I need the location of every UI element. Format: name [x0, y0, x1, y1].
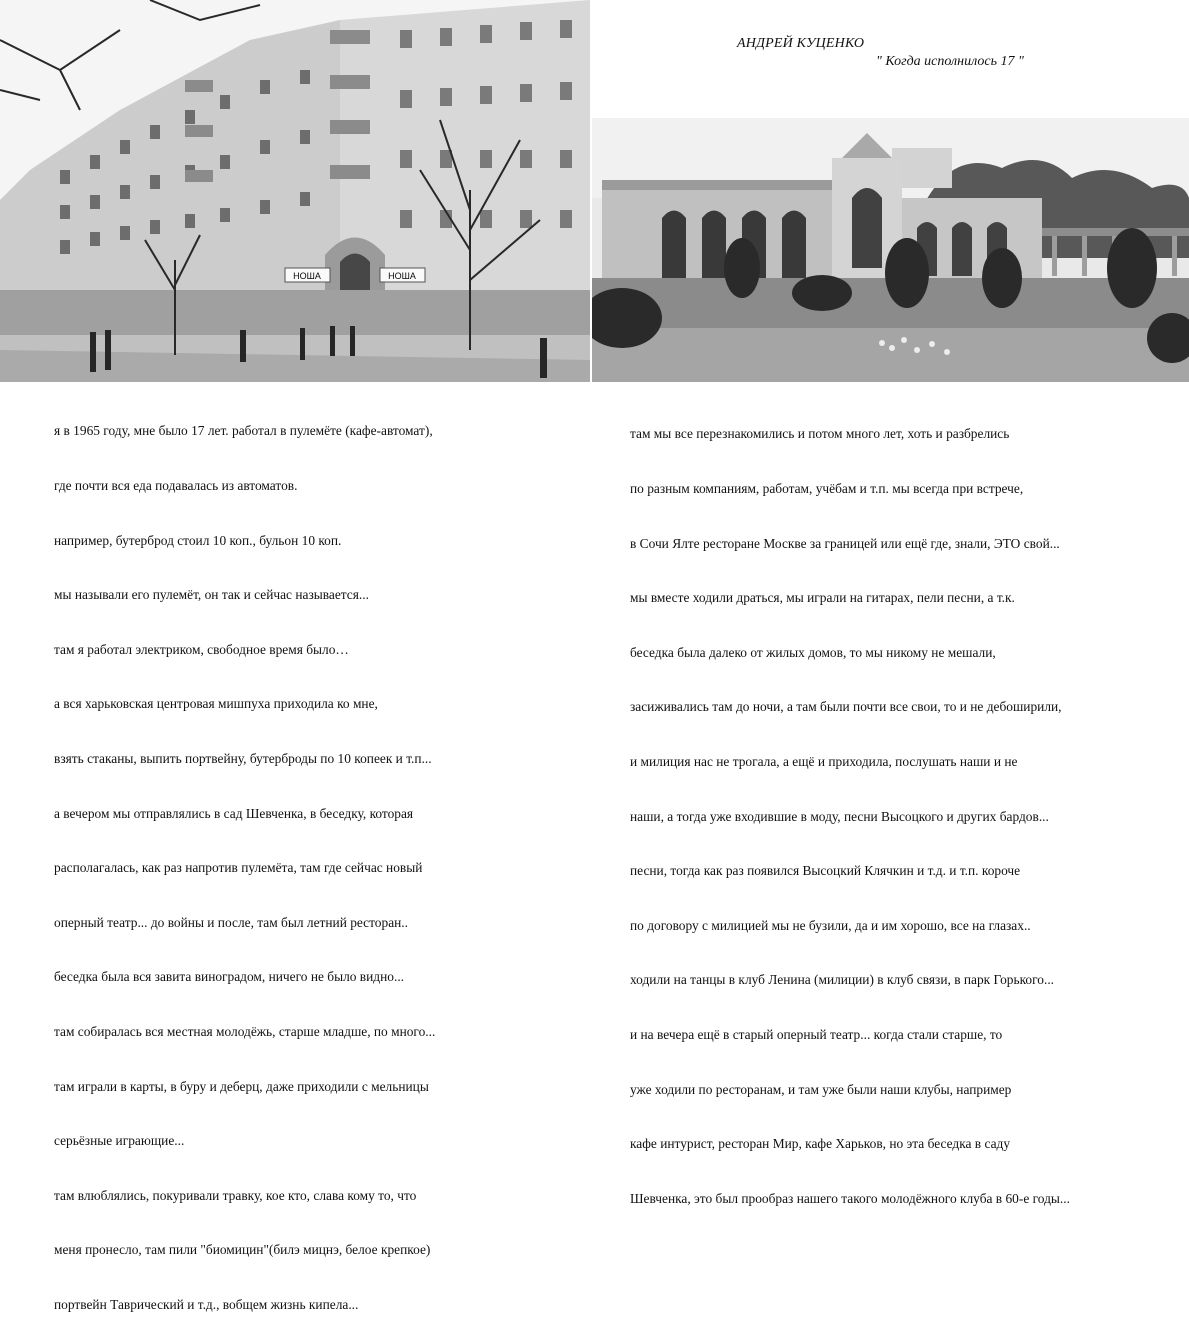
- text-line: где почти вся еда подавалась из автоматов.: [54, 478, 298, 493]
- store-sign-right: НОША: [388, 271, 416, 281]
- text-line: беседка была далеко от жилых домов, то мы никому не мешали,: [630, 644, 996, 660]
- text-line: беседка была вся завита виноградом, ничего не было видно...: [54, 969, 405, 985]
- text-line: там влюблялись, покуривали травку, кое кто, слава кому то, что: [54, 1187, 417, 1203]
- text-line: засиживались там до ночи, а там были почти все свои, то и не дебоширили,: [630, 699, 1062, 715]
- text-line: ходили на танцы в клуб Ленина (милиции) в клуб связи, в парк Горького...: [630, 972, 1055, 988]
- text-line: серьёзные играющие...: [54, 1133, 185, 1149]
- street-building-photo: [0, 0, 590, 382]
- park-pavilion-image: [592, 118, 1189, 382]
- store-sign-left: НОША: [293, 271, 321, 281]
- text-line: там мы все перезнакомились и потом много лет, хоть и разбрелись: [630, 426, 1010, 442]
- text-line: Шевченка, это был прообраз нашего такого молодёжного клуба в 60-е годы...: [630, 1190, 1070, 1206]
- text-line: наши, а тогда уже входившие в моду, песни Высоцкого и других бардов...: [630, 808, 1049, 824]
- text-line: например, бутерброд стоил 10 коп., бульон 10 коп.: [54, 532, 342, 548]
- right-text-column: [630, 389, 1070, 1226]
- text-line: я в 1965 году, мне было 17 лет. работал в пулемёте (кафе-автомат),: [54, 423, 433, 439]
- text-line: оперный театр... до войны и после, там был летний ресторан..: [54, 914, 408, 930]
- text-line: и милиция нас не трогала, а ещё и приходила, послушать наши и не: [630, 753, 1018, 769]
- text-line: песни, тогда как раз появился Высоцкий Клячкин и т.д. и т.п. короче: [630, 863, 1021, 879]
- text-line: там я работал электриком, свободное время было…: [54, 641, 349, 657]
- text-line: взять стаканы, выпить портвейну, бутерброды по 10 копеек и т.п...: [54, 750, 432, 766]
- text-line: по разным компаниям, работам, учёбам и т.п. мы всегда при встрече,: [630, 481, 1024, 496]
- author-name: АНДРЕЙ КУЦЕНКО: [737, 36, 865, 51]
- story-title: " Когда исполнилось 17 ": [876, 54, 1024, 69]
- text-line: мы вместе ходили драться, мы играли на гитарах, пели песни, а т.к.: [630, 590, 1015, 606]
- text-line: а вечером мы отправлялись в сад Шевченка, в беседку, которая: [54, 805, 414, 821]
- text-line: по договору с милицией мы не бузили, да и им хорошо, все на глазах..: [630, 917, 1031, 933]
- text-line: располагалась, как раз напротив пулемёта, там где сейчас новый: [54, 860, 423, 876]
- left-text-column: [54, 386, 435, 1332]
- park-pavilion-photo: [592, 118, 1189, 382]
- text-line: а вся харьковская центровая мишпуха приходила ко мне,: [54, 696, 378, 712]
- text-line: уже ходили по ресторанам, и там уже были наши клубы, например: [630, 1081, 1012, 1097]
- text-line: меня пронесло, там пили "биомицин"(билэ мицнэ, белое крепкое): [54, 1242, 431, 1258]
- text-line: портвейн Таврический и т.д., вобщем жизнь кипела...: [54, 1296, 359, 1312]
- text-line: там играли в карты, в буру и деберц, даже приходили с мельницы: [54, 1078, 429, 1094]
- text-line: мы называли его пулемёт, он так и сейчас называется...: [54, 587, 369, 603]
- street-building-image: [0, 0, 590, 382]
- text-line: в Сочи Ялте ресторане Москве за границей или ещё где, знали, ЭТО свой...: [630, 535, 1060, 551]
- text-line: кафе интурист, ресторан Мир, кафе Харьков, но эта беседка в саду: [630, 1136, 1011, 1152]
- text-line: и на вечера ещё в старый оперный театр... когда стали старше, то: [630, 1026, 1003, 1042]
- text-line: там собиралась вся местная молодёжь, старше младше, по много...: [54, 1023, 436, 1039]
